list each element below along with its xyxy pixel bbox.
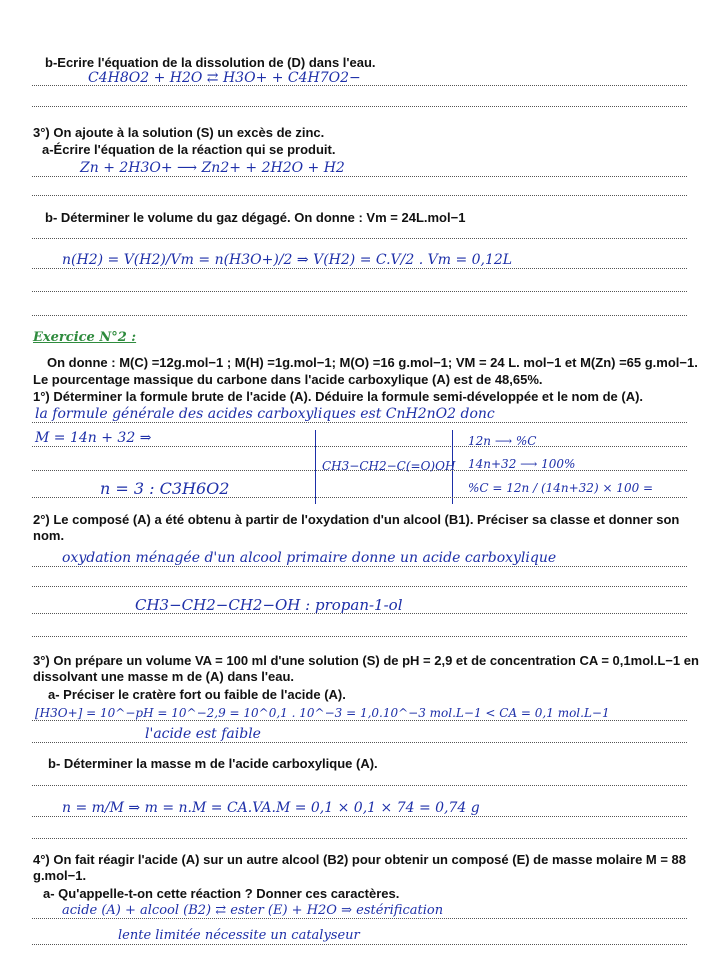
answer-4-line1: acide (A) + alcool (B2) ⇄ ester (E) + H2O ⇒ estérification	[62, 903, 444, 918]
answer-1-line1: la formule générale des acides carboxyliques est CnH2nO2 donc	[35, 406, 495, 422]
answer-3b: n = m/M ⇒ m = n.M = CA.VA.M = 0,1 × 0,1 × 74 = 0,74 g	[62, 800, 480, 816]
dotted-line	[32, 785, 687, 786]
question-4a: a- Qu'appelle-t-on cette réaction ? Donner ces caractères.	[43, 886, 400, 901]
question-1: 1°) Déterminer la formule brute de l'acide (A). Déduire la formule semi-développée et le nom de (A).	[33, 389, 644, 404]
answer-3a-line2: l'acide est faible	[145, 726, 261, 742]
answer-1-structure: CH3−CH2−C(=O)OH	[322, 459, 456, 473]
dotted-line	[32, 816, 687, 817]
answer-1-right3: %C = 12n / (14n+32) × 100 =	[468, 481, 654, 495]
dotted-line	[32, 268, 687, 269]
exercise-title: Exercice N°2 :	[33, 330, 137, 345]
answer-2-line2: CH3−CH2−CH2−OH : propan-1-ol	[135, 596, 403, 614]
exercise-statement: Le pourcentage massique du carbone dans l'acide carboxylique (A) est de 48,65%.	[33, 372, 543, 387]
dotted-line	[32, 106, 687, 107]
answer-3a-line1: [H3O+] = 10^−pH = 10^−2,9 = 10^0,1 . 10^−3 = 1,0.10^−3 mol.L−1 < CA = 0,1 mol.L−1	[35, 706, 610, 720]
answer-4-line2: lente limitée nécessite un catalyseur	[118, 928, 360, 943]
answer-3a: Zn + 2H3O+ ⟶ Zn2+ + 2H2O + H2	[80, 160, 345, 176]
dotted-line	[32, 195, 687, 196]
dotted-line	[32, 446, 687, 447]
dotted-line	[32, 838, 687, 839]
bracket-right	[452, 430, 453, 504]
dotted-line	[32, 720, 687, 721]
answer-1-result: n = 3 : C3H6O2	[100, 479, 230, 498]
question-4: 4°) On fait réagir l'acide (A) sur un autre alcool (B2) pour obtenir un composé (E) de masse molaire M = 88 g.mol−1.	[33, 852, 687, 883]
answer-1-right2: 14n+32 ⟶ 100%	[468, 457, 576, 471]
dotted-line	[32, 85, 687, 86]
answer-1-line2: M = 14n + 32 ⇒	[35, 430, 152, 446]
question-3: 3°) On prépare un volume VA = 100 ml d'une solution (S) de pH = 2,9 et de concentration CA = 0,1mol.L−1 en dissolvant une masse m de (A) dans l'eau.	[33, 653, 699, 684]
dotted-line	[32, 470, 687, 471]
dotted-line	[32, 586, 687, 587]
question-2: 2°) Le composé (A) a été obtenu à partir de l'oxydation d'un alcool (B1). Préciser sa classe et donner son nom.	[33, 512, 680, 543]
dotted-line	[32, 636, 687, 637]
given-data: On donne : M(C) =12g.mol−1 ; M(H) =1g.mol−1; M(O) =16 g.mol−1; VM = 24 L. mol−1 et M(Zn) =65 g.mol−1.	[47, 355, 698, 370]
question-3b-mass: b- Déterminer la masse m de l'acide carboxylique (A).	[48, 756, 378, 771]
dotted-line	[32, 944, 687, 945]
dotted-line	[32, 613, 687, 614]
dotted-line	[32, 742, 687, 743]
dotted-line	[32, 566, 687, 567]
dotted-line	[32, 422, 687, 423]
answer-1-right1: 12n ⟶ %C	[468, 434, 537, 448]
dotted-line	[32, 238, 687, 239]
bracket-left	[315, 430, 316, 504]
answer-2-line1: oxydation ménagée d'un alcool primaire donne un acide carboxylique	[62, 550, 557, 566]
dotted-line	[32, 291, 687, 292]
question-dissolution: b-Ecrire l'équation de la dissolution de (D) dans l'eau.	[45, 55, 376, 70]
question-3a-acid: a- Préciser le cratère fort ou faible de l'acide (A).	[48, 687, 346, 702]
question-3-zinc: 3°) On ajoute à la solution (S) un excès de zinc.	[33, 125, 325, 140]
dotted-line	[32, 918, 687, 919]
question-3b: b- Déterminer le volume du gaz dégagé. On donne : Vm = 24L.mol−1	[45, 210, 466, 225]
answer-3b: n(H2) = V(H2)/Vm = n(H3O+)/2 ⇒ V(H2) = C.V/2 . Vm = 0,12L	[62, 252, 513, 268]
answer-dissolution: C4H8O2 + H2O ⇄ H3O+ + C4H7O2−	[88, 70, 361, 86]
question-3a: a-Écrire l'équation de la réaction qui se produit.	[42, 142, 336, 157]
dotted-line	[32, 176, 687, 177]
dotted-line	[32, 497, 687, 498]
dotted-line	[32, 315, 687, 316]
